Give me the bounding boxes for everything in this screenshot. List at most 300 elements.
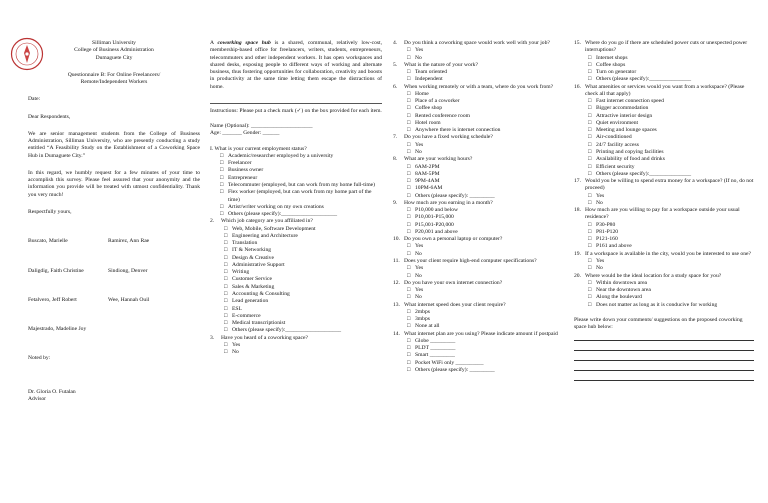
checkbox[interactable]: □: [224, 283, 228, 290]
option-label: Telecommuter (employed, but can work from my home full-time): [228, 181, 376, 188]
answer-option[interactable]: [574, 229, 754, 236]
signatory-name: Buscato, Marielle: [28, 238, 68, 245]
question-number: 17.: [574, 178, 581, 185]
checkbox[interactable]: □: [588, 54, 592, 61]
checkbox[interactable]: □: [588, 127, 592, 134]
option-label: Others (please specify):_______________: [596, 170, 692, 177]
answer-option[interactable]: [574, 287, 754, 294]
answer-option[interactable]: [574, 243, 754, 250]
checkbox[interactable]: □: [588, 257, 592, 264]
question-label: I. What is your current employment status?: [210, 145, 307, 152]
answer-option[interactable]: [393, 149, 565, 156]
option-label: Others (please specify): _________: [415, 192, 495, 199]
answer-option[interactable]: [210, 342, 382, 349]
question-label: What amenities or services would you want from a workspace? (Please check all that apply): [585, 83, 745, 97]
answer-option[interactable]: [210, 284, 382, 291]
checkbox[interactable]: □: [407, 76, 411, 83]
question: [210, 146, 382, 219]
adviser-title: Advisor: [28, 395, 47, 402]
option-label: Along the boulevard: [596, 294, 642, 301]
answer-option[interactable]: [210, 204, 382, 211]
checkbox[interactable]: □: [588, 141, 592, 148]
option-label: 8AM-5PM: [415, 170, 440, 177]
checkbox[interactable]: □: [220, 152, 224, 159]
question: [210, 335, 382, 357]
answer-option[interactable]: [393, 287, 565, 294]
signatory-name: Wee, Hannah Ouil: [108, 296, 150, 303]
checkbox[interactable]: □: [224, 232, 228, 239]
answer-option[interactable]: [393, 178, 565, 185]
question-text: [393, 84, 565, 91]
instructions: Instructions: Please put a check mark (✓) on the box provided for each item.: [210, 107, 382, 114]
checkbox[interactable]: □: [407, 90, 411, 97]
option-label: Translation: [232, 240, 258, 247]
checkbox[interactable]: □: [588, 199, 592, 206]
checkbox[interactable]: □: [407, 221, 411, 228]
checkbox[interactable]: □: [220, 203, 224, 210]
answer-option[interactable]: [393, 273, 565, 280]
noted-by-label: Noted by:: [28, 355, 51, 362]
question-label: What internet speed does your client require?: [404, 301, 506, 308]
checkbox[interactable]: □: [224, 312, 228, 319]
checkbox[interactable]: □: [220, 160, 224, 167]
questions-part-3: [574, 40, 754, 309]
answer-option[interactable]: [393, 316, 565, 323]
answer-option[interactable]: [574, 156, 754, 163]
answer-option[interactable]: [210, 276, 382, 283]
option-label: Quiet environment: [596, 119, 639, 126]
checkbox[interactable]: □: [407, 265, 411, 272]
option-label: No: [415, 54, 422, 61]
question-label: Do you think a coworking space would work well with your job?: [404, 40, 550, 46]
answer-option[interactable]: [393, 185, 565, 192]
question-text: [574, 251, 754, 258]
checkbox[interactable]: □: [407, 272, 411, 279]
question-text: [393, 258, 565, 265]
question-label: How much are you earning in a month?: [404, 199, 493, 206]
answer-option[interactable]: [574, 55, 754, 62]
question-number: 7.: [393, 134, 398, 141]
closing: Respectfully yours,: [28, 208, 72, 215]
question: [393, 236, 565, 258]
answer-option[interactable]: [210, 153, 382, 160]
checkbox[interactable]: □: [588, 105, 592, 112]
answer-option[interactable]: [393, 345, 565, 352]
answer-option[interactable]: [393, 352, 565, 359]
option-label: Hotel room: [415, 119, 441, 126]
answer-option[interactable]: [574, 142, 754, 149]
checkbox[interactable]: □: [220, 211, 224, 218]
checkbox[interactable]: □: [224, 269, 228, 276]
option-label: Printing and copying facilities: [596, 148, 664, 155]
question-label: What internet plan are you using? Please indicate amount if postpaid: [404, 330, 558, 337]
answer-option[interactable]: [574, 76, 754, 83]
answer-option[interactable]: [393, 309, 565, 316]
option-label: Others (please specify):____________________: [232, 327, 342, 334]
checkbox[interactable]: □: [407, 69, 411, 76]
checkbox[interactable]: □: [407, 366, 411, 373]
checkbox[interactable]: □: [220, 181, 224, 188]
checkbox[interactable]: □: [224, 290, 228, 297]
answer-option[interactable]: [210, 160, 382, 167]
checkbox[interactable]: □: [407, 359, 411, 366]
checkbox[interactable]: □: [407, 207, 411, 214]
answer-option[interactable]: [574, 302, 754, 309]
question: [574, 251, 754, 273]
comment-line[interactable]: [574, 344, 754, 351]
answer-option[interactable]: [393, 360, 565, 367]
checkbox[interactable]: □: [407, 148, 411, 155]
question: [574, 40, 754, 84]
checkbox[interactable]: □: [224, 305, 228, 312]
checkbox[interactable]: □: [407, 308, 411, 315]
answer-option[interactable]: [393, 69, 565, 76]
signatory-name: Ramirez, Ann Rae: [108, 238, 150, 245]
checkbox[interactable]: □: [407, 337, 411, 344]
question-number: 16.: [574, 83, 581, 90]
option-label: Yes: [415, 47, 424, 54]
checkbox[interactable]: □: [224, 327, 228, 334]
option-label: Near the downtown area: [596, 287, 651, 294]
option-label: Administrative Support: [232, 261, 285, 268]
option-label: Turn on generator: [596, 69, 637, 76]
checkbox[interactable]: □: [588, 265, 592, 272]
question-text: [393, 236, 565, 243]
question-number: 6.: [393, 83, 398, 90]
answer-option[interactable]: [210, 240, 382, 247]
option-label: Customer Service: [232, 276, 272, 283]
signatory-row: [28, 238, 200, 245]
question-text: [574, 40, 754, 55]
comment-lines[interactable]: [574, 334, 754, 381]
answer-option[interactable]: [210, 306, 382, 313]
comment-line[interactable]: [574, 334, 754, 341]
name-field[interactable]: Name (Optional): ______________________: [210, 123, 313, 130]
option-label: P20,001 and above: [415, 228, 458, 235]
answer-option[interactable]: [574, 105, 754, 112]
question-text: [393, 200, 565, 207]
question-number: 4.: [393, 40, 398, 46]
comment-line[interactable]: [574, 364, 754, 371]
checkbox[interactable]: □: [220, 174, 224, 181]
question-label: How much are you willing to pay for a workspace outside your usual residence?: [585, 207, 740, 221]
option-label: Within downtown area: [596, 279, 648, 286]
questionnaire-title-line1: Questionnaire B: For Online Freelancers/: [67, 71, 161, 78]
question-text: [393, 302, 565, 309]
letter-paragraph-2: In this regard, we humbly request for a few minutes of your time to accomplish this survey. Please feel assured that your anonymity and the information you provide will be treated with utmost confidentiality. Thank you very much!: [28, 169, 200, 198]
checkbox[interactable]: □: [588, 170, 592, 177]
option-label: Anywhere there is internet connection: [415, 127, 501, 134]
comment-line[interactable]: [574, 374, 754, 381]
answer-option[interactable]: [210, 189, 382, 204]
checkbox[interactable]: □: [407, 243, 411, 250]
checkbox[interactable]: □: [407, 54, 411, 61]
checkbox[interactable]: □: [220, 167, 224, 174]
date-label: Date:: [28, 96, 41, 103]
checkbox[interactable]: □: [407, 98, 411, 105]
question-number: 14.: [393, 330, 400, 337]
checkbox[interactable]: □: [588, 134, 592, 141]
answer-option[interactable]: [574, 62, 754, 69]
option-label: No: [232, 349, 239, 356]
option-label: P30-P80: [596, 221, 616, 228]
option-label: 24/7 facility access: [596, 141, 639, 148]
answer-option[interactable]: [393, 76, 565, 83]
checkbox[interactable]: □: [407, 287, 411, 294]
question-label: Where do you go if there are scheduled power cuts or unexpected power interruptions?: [585, 40, 748, 54]
answer-option[interactable]: [574, 120, 754, 127]
question: [574, 84, 754, 178]
answer-option[interactable]: [574, 171, 754, 178]
answer-option[interactable]: [393, 113, 565, 120]
option-label: Artist/writer working on my own creations: [228, 203, 324, 210]
checkbox[interactable]: □: [224, 341, 228, 348]
option-label: Academic/researcher employed by a university: [228, 152, 334, 159]
answer-option[interactable]: [393, 171, 565, 178]
answer-option[interactable]: [210, 247, 382, 254]
answer-option[interactable]: [393, 294, 565, 301]
checkbox[interactable]: □: [588, 301, 592, 308]
checkbox[interactable]: □: [224, 247, 228, 254]
answer-option[interactable]: [210, 226, 382, 233]
answer-option[interactable]: [210, 313, 382, 320]
question-label: Do you own a personal laptop or computer?: [404, 236, 503, 243]
questionnaire-title: [28, 72, 200, 87]
checkbox[interactable]: □: [588, 112, 592, 119]
comment-line[interactable]: [574, 354, 754, 361]
checkbox[interactable]: □: [407, 192, 411, 199]
option-label: Coffee shops: [596, 61, 626, 68]
option-label: P10,000 and below: [415, 207, 459, 214]
question: [393, 280, 565, 302]
option-label: Fast internet connection speed: [596, 98, 664, 105]
option-label: Others (please specify):____________________: [228, 211, 338, 218]
option-label: Attractive interior design: [596, 112, 653, 119]
checkbox[interactable]: □: [407, 141, 411, 148]
question-number: 9.: [393, 199, 398, 206]
option-label: Design & Creative: [232, 254, 274, 261]
definition-text: is a shared, communal, relatively low-cost, membership-based office for freelancers, writers, students, entrepreneurs, telecommuters and other independent workers. It has open workspaces and shared desks, exposing people to different ways of working and alternate business, thus fostering opportunities for collaboration, creativity and boosts in productivity at the same time letting them escape the distractions of home.: [210, 40, 382, 90]
question: [574, 178, 754, 207]
answer-option[interactable]: [210, 327, 382, 334]
question-text: [393, 280, 565, 287]
question-number: 15.: [574, 40, 581, 46]
option-label: No: [415, 294, 422, 301]
checkbox[interactable]: □: [588, 287, 592, 294]
answer-option[interactable]: [393, 193, 565, 200]
definition-term: coworking space hub: [217, 40, 271, 46]
checkbox[interactable]: □: [588, 236, 592, 243]
question-number: 19.: [574, 250, 581, 257]
answer-option[interactable]: [210, 269, 382, 276]
answer-option[interactable]: [393, 120, 565, 127]
definition-lead: A: [210, 40, 218, 46]
questions-column-2: [393, 40, 565, 374]
question-number: 20.: [574, 272, 581, 279]
option-label: Smart _________: [415, 352, 455, 359]
question-number: 5.: [393, 61, 398, 68]
checkbox[interactable]: □: [407, 185, 411, 192]
answer-option[interactable]: [574, 134, 754, 141]
checkbox[interactable]: □: [224, 261, 228, 268]
option-label: No: [596, 265, 603, 272]
answer-option[interactable]: [393, 55, 565, 62]
answer-option[interactable]: [393, 367, 565, 374]
answer-option[interactable]: [393, 265, 565, 272]
checkbox[interactable]: □: [588, 76, 592, 83]
checkbox[interactable]: □: [224, 225, 228, 232]
answer-option[interactable]: [393, 47, 565, 54]
adviser-name: Dr. Gloria O. Futalan: [28, 388, 76, 395]
answer-option[interactable]: [393, 105, 565, 112]
answer-option[interactable]: [210, 175, 382, 182]
answer-option[interactable]: [574, 294, 754, 301]
checkbox[interactable]: □: [588, 156, 592, 163]
answer-option[interactable]: [393, 323, 565, 330]
answer-option[interactable]: [210, 233, 382, 240]
option-label: 3mbps: [415, 316, 430, 323]
checkbox[interactable]: □: [224, 276, 228, 283]
answer-option[interactable]: [393, 222, 565, 229]
option-label: Others (please specify): _________: [415, 366, 495, 373]
question-label: Do you have a fixed working schedule?: [404, 134, 493, 141]
checkbox[interactable]: □: [588, 119, 592, 126]
answer-option[interactable]: [393, 142, 565, 149]
questions-part-1: [210, 146, 382, 357]
checkbox[interactable]: □: [588, 243, 592, 250]
question-label: Have you heard of a coworking space?: [221, 334, 308, 341]
option-label: P15,001-P20,000: [415, 221, 454, 228]
checkbox[interactable]: □: [224, 254, 228, 261]
answer-option[interactable]: [574, 265, 754, 272]
question-label: If a workspace is available in the city, would you be interested to use one?: [585, 250, 751, 257]
checkbox[interactable]: □: [407, 119, 411, 126]
checkbox[interactable]: □: [407, 112, 411, 119]
answer-option[interactable]: [574, 280, 754, 287]
answer-option[interactable]: [210, 291, 382, 298]
checkbox[interactable]: □: [407, 105, 411, 112]
option-label: Home: [415, 90, 429, 97]
option-label: None at all: [415, 323, 440, 330]
answer-option[interactable]: [393, 229, 565, 236]
answer-option[interactable]: [393, 214, 565, 221]
checkbox[interactable]: □: [407, 316, 411, 323]
coworking-definition: [210, 40, 382, 91]
option-label: Lead generation: [232, 298, 269, 305]
answer-option[interactable]: [574, 258, 754, 265]
question-number: 8.: [393, 156, 398, 163]
checkbox[interactable]: □: [407, 178, 411, 185]
answer-option[interactable]: [393, 338, 565, 345]
question-number: 12.: [393, 279, 400, 286]
checkbox[interactable]: □: [407, 170, 411, 177]
option-label: Freelancer: [228, 160, 252, 167]
question-label: Does your client require high-end computer specifications?: [404, 257, 537, 264]
checkbox[interactable]: □: [407, 47, 411, 54]
answer-option[interactable]: [574, 164, 754, 171]
checkbox[interactable]: □: [220, 189, 224, 196]
checkbox[interactable]: □: [407, 228, 411, 235]
option-label: No: [415, 272, 422, 279]
checkbox[interactable]: □: [588, 221, 592, 228]
question: [574, 207, 754, 251]
option-label: Others (please specify):_______________: [596, 76, 692, 83]
answer-option[interactable]: [574, 222, 754, 229]
signatories: [28, 238, 200, 333]
checkbox[interactable]: □: [407, 294, 411, 301]
checkbox[interactable]: □: [588, 228, 592, 235]
checkbox[interactable]: □: [407, 352, 411, 359]
checkbox[interactable]: □: [224, 298, 228, 305]
option-label: Yes: [415, 141, 424, 148]
checkbox[interactable]: □: [588, 279, 592, 286]
letter-paragraph-1: We are senior management students from the College of Business Administration, Silliman University, who are presently conducting a study entitled “A Feasibility Study on the Establishment of a Coworking Space Hub in Dumaguete City.”: [28, 130, 200, 159]
signatory-row: [28, 297, 200, 304]
answer-option[interactable]: [210, 167, 382, 174]
question-number: 2.: [210, 218, 215, 225]
checkbox[interactable]: □: [588, 69, 592, 76]
answer-option[interactable]: [210, 298, 382, 305]
age-gender-field[interactable]: Age: _______ Gender: ______: [210, 130, 280, 137]
answer-option[interactable]: [393, 243, 565, 250]
checkbox[interactable]: □: [407, 127, 411, 134]
checkbox[interactable]: □: [588, 163, 592, 170]
question-text: [574, 273, 754, 280]
option-label: No: [596, 199, 603, 206]
option-label: P121-160: [596, 236, 618, 243]
answer-option[interactable]: [574, 236, 754, 243]
checkbox[interactable]: □: [588, 192, 592, 199]
checkbox[interactable]: □: [407, 214, 411, 221]
answer-option[interactable]: [210, 262, 382, 269]
answer-option[interactable]: [393, 251, 565, 258]
answer-option[interactable]: [210, 255, 382, 262]
answer-option[interactable]: [574, 113, 754, 120]
option-label: No: [415, 250, 422, 257]
option-label: Coffee shop: [415, 105, 443, 112]
option-label: Yes: [232, 341, 241, 348]
checkbox[interactable]: □: [588, 148, 592, 155]
checkbox[interactable]: □: [224, 240, 228, 247]
checkbox[interactable]: □: [407, 163, 411, 170]
checkbox[interactable]: □: [224, 320, 228, 327]
answer-option[interactable]: [574, 98, 754, 105]
answer-option[interactable]: [574, 127, 754, 134]
checkbox[interactable]: □: [588, 98, 592, 105]
checkbox[interactable]: □: [407, 250, 411, 257]
answer-option[interactable]: [393, 164, 565, 171]
checkbox[interactable]: □: [588, 294, 592, 301]
checkbox[interactable]: □: [407, 323, 411, 330]
option-label: Efficient security: [596, 163, 635, 170]
option-label: 10PM-6AM: [415, 185, 443, 192]
question: [393, 62, 565, 84]
question-label: Which job category are you affiliated in?: [221, 218, 313, 225]
option-label: 9PM-4AM: [415, 178, 440, 185]
option-label: Yes: [415, 265, 424, 272]
answer-option[interactable]: [574, 193, 754, 200]
option-label: Rented conference room: [415, 112, 470, 119]
answer-option[interactable]: [210, 349, 382, 356]
answer-option[interactable]: [393, 207, 565, 214]
checkbox[interactable]: □: [407, 345, 411, 352]
letter-column: [28, 40, 200, 403]
checkbox[interactable]: □: [588, 61, 592, 68]
question-text: [393, 40, 565, 47]
checkbox[interactable]: □: [224, 349, 228, 356]
questions-column-3: [574, 40, 754, 381]
option-label: Yes: [415, 243, 424, 250]
